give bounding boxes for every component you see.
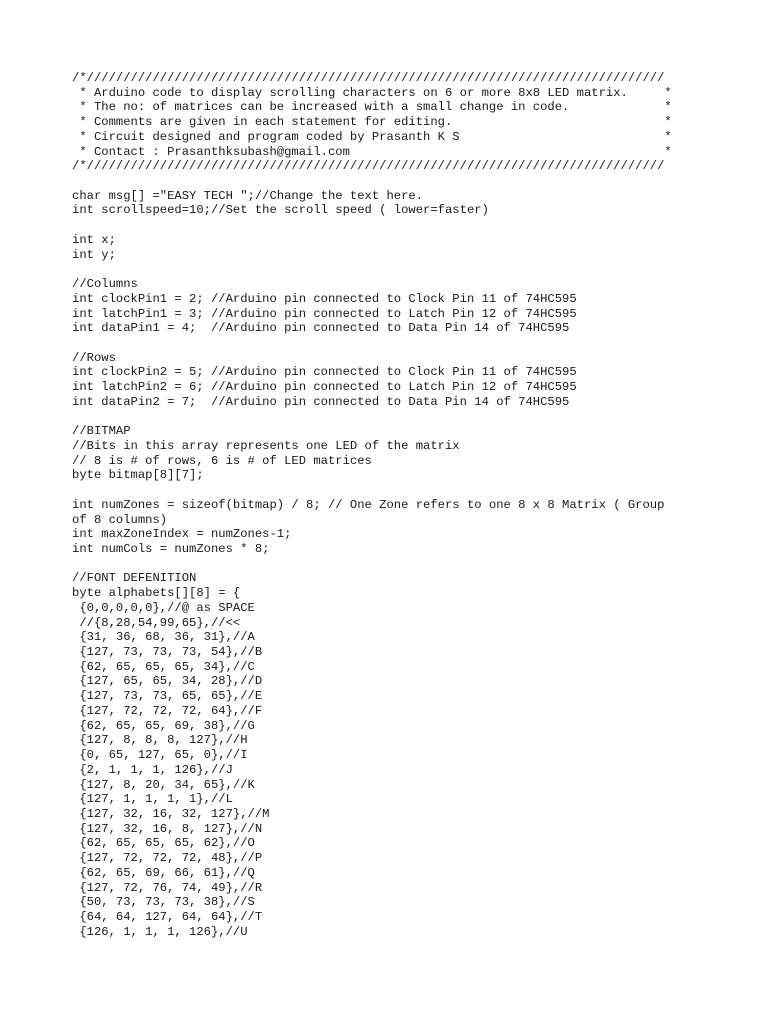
code-line: * Circuit designed and program coded by Prasanth K S * [72, 129, 672, 144]
code-line [72, 262, 712, 277]
code-line [72, 557, 712, 572]
code-line: {127, 73, 73, 73, 54},//B [72, 645, 263, 660]
code-line: int numZones = sizeof(bitmap) / 8; // One Zone refers to one 8 x 8 Matrix ( Group [72, 497, 665, 512]
code-line: //FONT DEFENITION [72, 571, 197, 586]
code-line: {126, 1, 1, 1, 126},//U [72, 924, 248, 939]
code-line [72, 174, 712, 189]
code-line: int maxZoneIndex = numZones-1; [72, 527, 292, 542]
code-line: {62, 65, 69, 66, 61},//Q [72, 865, 255, 880]
code-line: /*/////////////////////////////////////////////////////////////////////////////// [72, 71, 665, 85]
code-line: {127, 72, 76, 74, 49},//R [72, 880, 263, 895]
code-line: //Columns [72, 277, 138, 292]
code-line: //Rows [72, 350, 116, 365]
code-line: int clockPin1 = 2; //Arduino pin connected to Clock Pin 11 of 74HC595 [72, 291, 577, 306]
code-line: //Bits in this array represents one LED of the matrix [72, 438, 460, 453]
code-line: {127, 72, 72, 72, 64},//F [72, 703, 263, 718]
code-line: {64, 64, 127, 64, 64},//T [72, 909, 263, 924]
code-line: * Contact : Prasanthksubash@gmail.com * [72, 144, 672, 159]
code-line: * Arduino code to display scrolling characters on 6 or more 8x8 LED matrix. * [72, 85, 672, 100]
code-line: int y; [72, 247, 116, 262]
code-line: //BITMAP [72, 424, 131, 439]
code-line: {50, 73, 73, 73, 38},//S [72, 895, 255, 910]
code-line: int scrollspeed=10;//Set the scroll speed ( lower=faster) [72, 203, 489, 218]
code-line [72, 218, 712, 233]
code-line: {127, 65, 65, 34, 28},//D [72, 674, 263, 689]
code-line: {127, 32, 16, 32, 127},//M [72, 806, 270, 821]
code-line: {0, 65, 127, 65, 0},//I [72, 748, 248, 763]
code-line: {127, 32, 16, 8, 127},//N [72, 821, 263, 836]
code-line: // 8 is # of rows, 6 is # of LED matrices [72, 453, 372, 468]
code-line: {31, 36, 68, 36, 31},//A [72, 630, 255, 645]
code-line: int clockPin2 = 5; //Arduino pin connected to Clock Pin 11 of 74HC595 [72, 365, 577, 380]
code-listing [72, 71, 712, 939]
code-line [72, 336, 712, 351]
code-line: byte alphabets[][8] = { [72, 586, 241, 601]
code-line: * The no: of matrices can be increased with a small change in code. * [72, 100, 672, 115]
code-line: of 8 columns) [72, 512, 168, 527]
code-line: {127, 8, 20, 34, 65},//K [72, 777, 255, 792]
code-line: {127, 73, 73, 65, 65},//E [72, 689, 263, 704]
code-line: int numCols = numZones * 8; [72, 542, 270, 556]
code-line: {2, 1, 1, 1, 126},//J [72, 762, 233, 777]
code-line: int x; [72, 232, 116, 247]
code-line: byte bitmap[8][7]; [72, 468, 204, 483]
code-line: {62, 65, 65, 65, 62},//O [72, 836, 255, 851]
code-line: int dataPin1 = 4; //Arduino pin connected to Data Pin 14 of 74HC595 [72, 321, 570, 336]
code-line: int latchPin2 = 6; //Arduino pin connected to Latch Pin 12 of 74HC595 [72, 380, 577, 395]
code-line: {62, 65, 65, 69, 38},//G [72, 718, 255, 733]
code-line: char msg[] ="EASY TECH ";//Change the text here. [72, 188, 424, 203]
code-line [72, 483, 712, 498]
code-line: int dataPin2 = 7; //Arduino pin connected to Data Pin 14 of 74HC595 [72, 394, 570, 409]
code-line: {127, 1, 1, 1, 1},//L [72, 792, 233, 807]
code-line: {127, 72, 72, 72, 48},//P [72, 851, 263, 866]
code-line [72, 410, 712, 425]
code-line: //{8,28,54,99,65},//<< [72, 615, 241, 630]
code-line: int latchPin1 = 3; //Arduino pin connected to Latch Pin 12 of 74HC595 [72, 306, 577, 321]
code-line: * Comments are given in each statement for editing. * [72, 115, 672, 130]
code-line: {127, 8, 8, 8, 127},//H [72, 733, 248, 748]
code-line: {62, 65, 65, 65, 34},//C [72, 659, 255, 674]
code-line: /*/////////////////////////////////////////////////////////////////////////////// [72, 159, 665, 174]
code-line: {0,0,0,0,0},//@ as SPACE [72, 600, 255, 615]
